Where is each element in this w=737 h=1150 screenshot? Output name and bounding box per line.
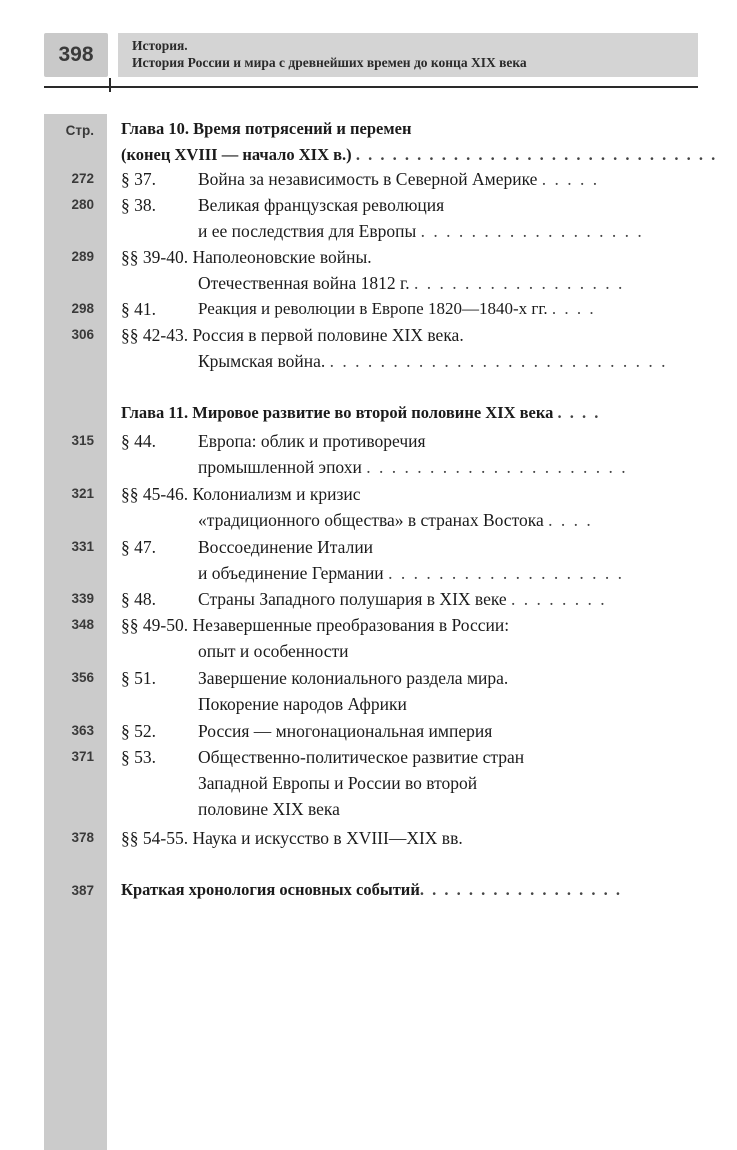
page-column-header: Стр. — [65, 123, 94, 138]
toc-page-number: 280 — [71, 197, 94, 212]
toc-section-number: §§ 49-50. Незавершенные преобразования в России: — [121, 615, 510, 635]
toc-entry-title-cont: «традиционного общества» в странах Востока . . . . — [198, 510, 593, 530]
toc-entry-title-cont: Отечественная война 1812 г. . . . . . . . . . . . . . . . . . — [198, 273, 625, 293]
toc-section-number: § 47. — [121, 537, 156, 557]
toc-entry-title-cont: половине XIX века — [198, 799, 340, 819]
toc-section-number: §§ 45-46. Колониализм и кризис — [121, 484, 361, 504]
header-title-line2: История России и мира с древнейших времен до конца XIX века — [132, 55, 527, 70]
toc-page-number: 356 — [71, 670, 94, 685]
toc-entry-title: Реакция и революции в Европе 1820—1840-х гг. . . . . — [198, 299, 596, 318]
header-divider-tick — [109, 78, 111, 92]
toc-section-number: § 37. — [121, 169, 156, 189]
header-divider — [44, 86, 698, 88]
header-title-line1: История. — [132, 38, 188, 53]
toc-section-number: § 48. — [121, 589, 156, 609]
toc-entry-title-cont: Крымская война. . . . . . . . . . . . . . . . . . . . . . . . . . . . — [198, 351, 668, 371]
toc-page-number: 289 — [71, 249, 94, 264]
chronology-title: Краткая хронология основных событий. . . . . . . . . . . . . . . . . — [121, 880, 622, 899]
running-header — [118, 33, 698, 77]
toc-section-number: §§ 54-55. Наука и искусство в XVIII—XIX вв. — [121, 828, 463, 848]
toc-section-number: § 53. — [121, 747, 156, 767]
toc-entry-title: Россия — многонациональная империя — [198, 721, 493, 741]
toc-entry-title: Европа: облик и противоречия — [198, 431, 426, 451]
toc-section-number: § 51. — [121, 668, 156, 688]
toc-page-number: 331 — [71, 539, 94, 554]
toc-page-number: 315 — [71, 433, 94, 448]
toc-page-number: 298 — [71, 301, 94, 316]
chapter-10-subtitle: (конец XVIII — начало XIX в.) . . . . . . . . . . . . . . . . . . . . . . . . . . . . . . — [121, 145, 718, 164]
toc-page-number: 321 — [71, 486, 94, 501]
toc-page-number: 306 — [71, 327, 94, 342]
toc-section-number: § 44. — [121, 431, 156, 451]
toc-section-number: §§ 42-43. Россия в первой половине XIX века. — [121, 325, 464, 345]
toc-entry-title-cont: промышленной эпохи . . . . . . . . . . . . . . . . . . . . . — [198, 457, 628, 477]
toc-entry-title-cont: и ее последствия для Европы . . . . . . . . . . . . . . . . . . — [198, 221, 644, 241]
toc-entry-title: Великая французская революция — [198, 195, 445, 215]
toc-entry-title: Воссоединение Италии — [198, 537, 374, 557]
toc-section-number: § 41. — [121, 299, 156, 319]
toc-page-number: 371 — [71, 749, 94, 764]
toc-entry-title-cont: опыт и особенности — [198, 641, 349, 661]
toc-page-number: 387 — [71, 883, 94, 898]
toc-entry-title-cont: Покорение народов Африки — [198, 694, 407, 714]
toc-page-number: 378 — [71, 830, 94, 845]
toc-entry-title-cont: и объединение Германии . . . . . . . . . . . . . . . . . . . — [198, 563, 624, 583]
toc-page-number: 363 — [71, 723, 94, 738]
toc-section-number: § 52. — [121, 721, 156, 741]
toc-page-number: 348 — [71, 617, 94, 632]
toc-entry-title: Война за независимость в Северной Америке . . . . . — [198, 169, 600, 189]
toc-entry-title-cont: Западной Европы и России во второй — [198, 773, 478, 793]
toc-entry-title: Общественно-политическое развитие стран — [198, 747, 525, 767]
page-number: 398 — [44, 33, 108, 77]
toc-entry-title: Завершение колониального раздела мира. — [198, 668, 509, 688]
chapter-10-title: Глава 10. Время потрясений и перемен — [121, 119, 412, 138]
toc-page-number: 272 — [71, 171, 94, 186]
toc-section-number: §§ 39-40. Наполеоновские войны. — [121, 247, 372, 267]
toc-entry-title: Страны Западного полушария в XIX веке . . . . . . . . — [198, 589, 607, 609]
chapter-11-title: Глава 11. Мировое развитие во второй половине XIX века . . . . — [121, 403, 601, 422]
toc-section-number: § 38. — [121, 195, 156, 215]
toc-page-number: 339 — [71, 591, 94, 606]
